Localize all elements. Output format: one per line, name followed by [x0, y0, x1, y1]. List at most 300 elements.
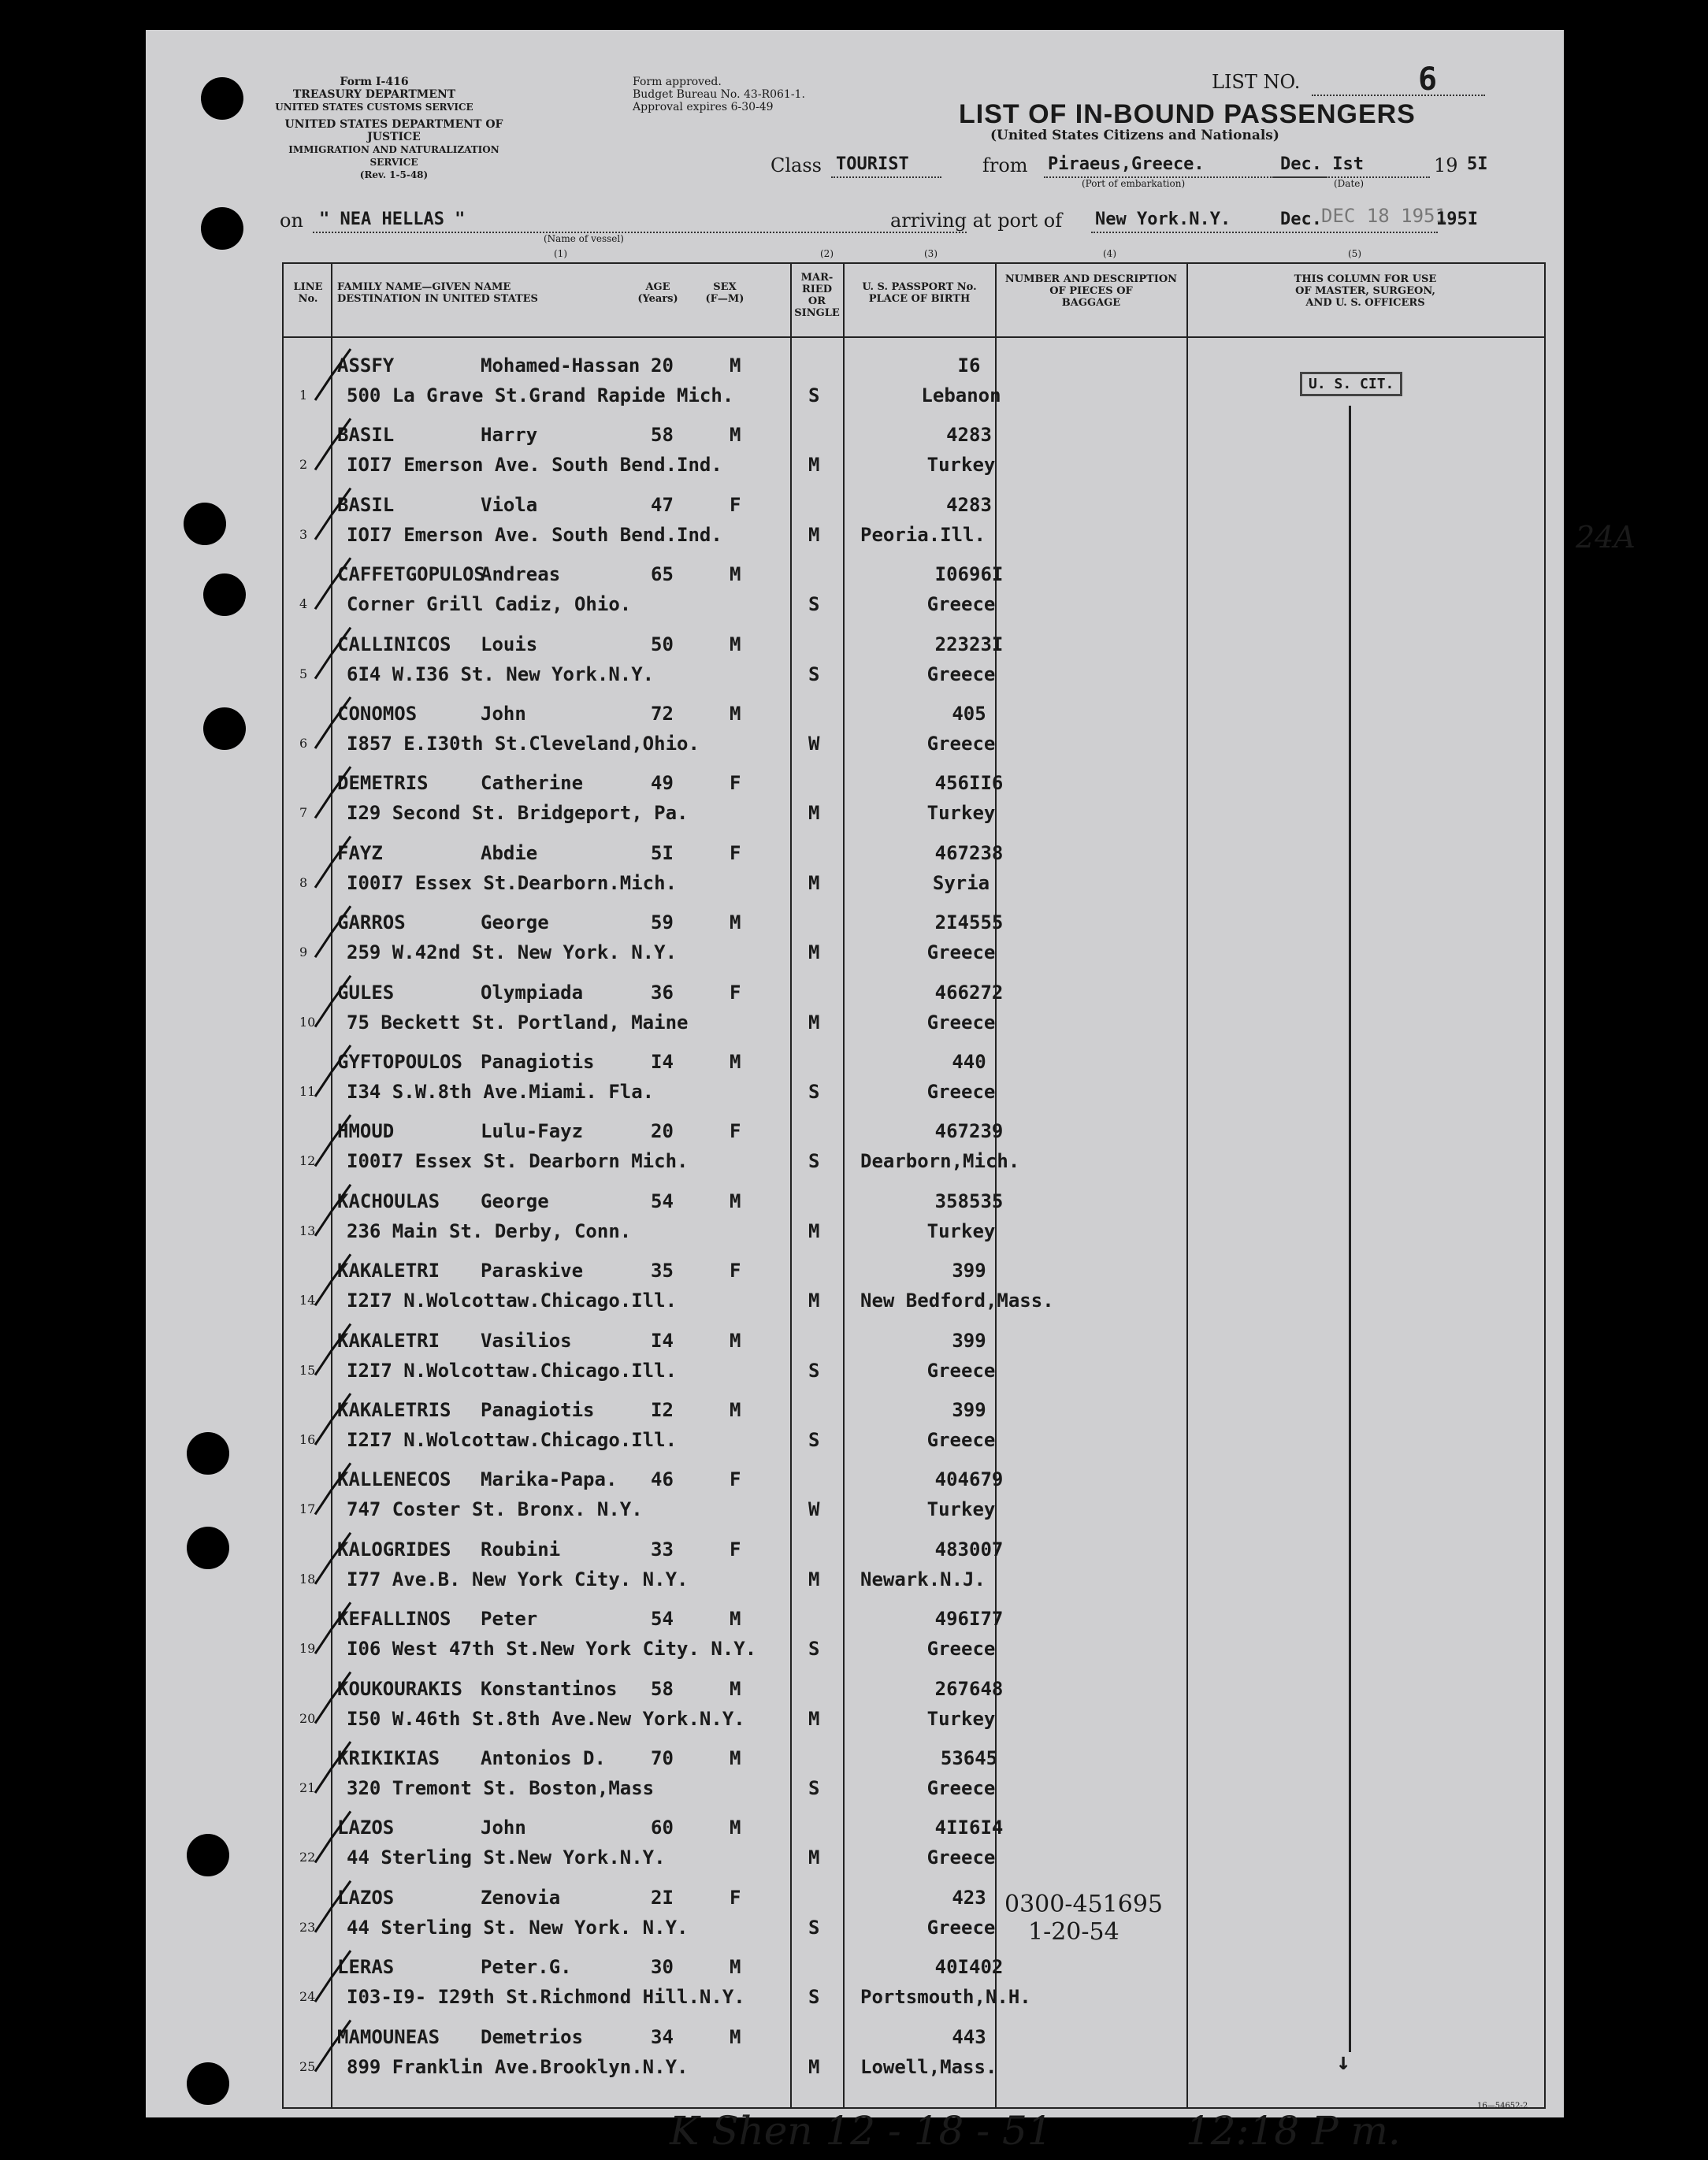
row-line-number: 11 [299, 1084, 316, 1099]
row-passport-no: 399 [952, 1329, 986, 1352]
row-age: 34 [651, 2025, 674, 2048]
row-surname: DEMETRIS [337, 772, 429, 795]
row-given-name: George [481, 911, 549, 934]
col-num-4: (4) [1103, 248, 1116, 259]
row-passport-no: 4II6I4 [934, 1817, 1004, 1839]
check-marks [146, 30, 1564, 2117]
row-sex: M [730, 1817, 741, 1839]
row-surname: ASSFY [337, 354, 395, 377]
row-place-of-birth: Turkey [926, 454, 996, 477]
row-line-number: 8 [299, 874, 308, 890]
row-passport-no: 53645 [940, 1747, 998, 1769]
treasury-dept: TREASURY DEPARTMENT [292, 88, 456, 101]
year-prefix: 19 [1434, 154, 1458, 176]
row-place-of-birth: Lowell,Mass. [860, 2055, 997, 2078]
row-given-name: Vasilios [481, 1329, 572, 1352]
row-line-number: 1 [299, 388, 308, 403]
year-suffix: 5I [1467, 154, 1488, 174]
row-passport-no: 267648 [934, 1677, 1004, 1700]
row-given-name: Lulu-Fayz [481, 1120, 584, 1143]
row-age: 70 [651, 1747, 674, 1769]
row-passport-no: 4283 [946, 424, 992, 447]
row-place-of-birth: Greece [926, 941, 996, 964]
row-passport-no: 423 [952, 1886, 986, 1909]
arrival-year: 195I [1436, 210, 1478, 229]
row-place-of-birth: Greece [926, 593, 996, 616]
budget-bureau: Budget Bureau No. 43-R061-1. [633, 88, 805, 101]
row-place-of-birth: Turkey [926, 1219, 996, 1242]
row-place-of-birth: Turkey [926, 1498, 996, 1521]
row-line-number: 5 [299, 666, 308, 681]
check-mark [315, 697, 351, 748]
row-place-of-birth: Syria [932, 871, 990, 894]
row-line-number: 9 [299, 945, 308, 960]
row-passport-no: 358535 [934, 1189, 1004, 1212]
date-caption: (Date) [1334, 178, 1365, 189]
row-marital-status: S [808, 1916, 820, 1939]
row-line-number: 21 [299, 1780, 316, 1795]
row-line-number: 19 [299, 1641, 316, 1657]
row-age: 50 [651, 633, 674, 655]
row-given-name: Paraskive [481, 1260, 584, 1282]
row-destination: I34 S.W.8th Ave.Miami. Fla. [347, 1081, 655, 1103]
row-age: 58 [651, 1677, 674, 1700]
row-given-name: Roubini [481, 1538, 561, 1561]
row-destination: I2I7 N.Wolcottaw.Chicago.Ill. [347, 1290, 678, 1312]
row-sex: M [730, 1329, 741, 1352]
row-age: 65 [651, 563, 674, 586]
check-mark [315, 1394, 351, 1445]
check-mark [315, 906, 351, 957]
revision: (Rev. 1-5-48) [359, 169, 429, 180]
row-line-number: 3 [299, 526, 308, 542]
row-marital-status: M [808, 1011, 820, 1034]
row-age: 54 [651, 1608, 674, 1631]
row-sex: M [730, 911, 741, 934]
row-passport-no: 399 [952, 1260, 986, 1282]
col-head-line: LINE No. [293, 281, 323, 305]
row-sex: M [730, 1747, 741, 1769]
row-destination: 259 W.42nd St. New York. N.Y. [347, 941, 678, 964]
row-given-name: Catherine [481, 772, 584, 795]
arrival-date-stamp: DEC 18 1951 [1321, 205, 1446, 227]
row-marital-status: M [808, 941, 820, 964]
col-head-passport: U. S. PASSPORT No. PLACE OF BIRTH [862, 281, 977, 305]
check-mark [315, 628, 351, 679]
date-value: Dec. Ist [1280, 154, 1364, 174]
row-given-name: Demetrios [481, 2025, 584, 2048]
row-surname: LERAS [337, 1956, 395, 1979]
vessel-name: " NEA HELLAS " [319, 210, 466, 229]
row-line-number: 17 [299, 1501, 316, 1517]
row-surname: KAKALETRI [337, 1329, 440, 1352]
arrival-date: Dec. [1280, 210, 1322, 229]
row-given-name: Peter [481, 1608, 538, 1631]
row-given-name: Harry [481, 424, 538, 447]
row-marital-status: M [808, 454, 820, 477]
row-passport-no: 2I4555 [934, 911, 1004, 934]
row-surname: KEFALLINOS [337, 1608, 451, 1631]
page-title: LIST OF IN-BOUND PASSENGERS [959, 99, 1416, 129]
row-place-of-birth: Dearborn,Mich. [860, 1150, 1020, 1173]
row-marital-status: S [808, 384, 820, 406]
row-passport-no: 496I77 [934, 1608, 1004, 1631]
row-age: 36 [651, 981, 674, 1004]
row-sex: M [730, 354, 741, 377]
check-mark [315, 1045, 351, 1097]
row-line-number: 16 [299, 1432, 316, 1447]
check-mark [315, 1672, 351, 1724]
row-place-of-birth: Greece [926, 1081, 996, 1103]
check-mark [315, 1742, 351, 1793]
row-sex: F [730, 1120, 741, 1143]
arriving-label: arriving at port of [890, 210, 1063, 232]
row-sex: F [730, 1468, 741, 1491]
row-surname: LAZOS [337, 1886, 395, 1909]
row-passport-no: 466272 [934, 981, 1004, 1004]
row-marital-status: M [808, 1219, 820, 1242]
check-mark [315, 558, 351, 609]
row-destination: I00I7 Essex St.Dearborn.Mich. [347, 871, 678, 894]
row-passport-no: 456II6 [934, 772, 1004, 795]
row-given-name: Olympiada [481, 981, 584, 1004]
row-sex: F [730, 1260, 741, 1282]
row-marital-status: M [808, 871, 820, 894]
col-num-3: (3) [924, 248, 938, 259]
row-destination: I00I7 Essex St. Dearborn Mich. [347, 1150, 689, 1173]
row-sex: F [730, 981, 741, 1004]
row-age: 60 [651, 1817, 674, 1839]
row-sex: M [730, 1677, 741, 1700]
row-place-of-birth: Greece [926, 1916, 996, 1939]
row-age: 30 [651, 1956, 674, 1979]
row-age: 59 [651, 911, 674, 934]
check-mark [315, 1463, 351, 1514]
row-sex: M [730, 633, 741, 655]
row-marital-status: S [808, 1429, 820, 1451]
row-given-name: Viola [481, 493, 538, 516]
row-marital-status: M [808, 2055, 820, 2078]
row-destination: I857 E.I30th St.Cleveland,Ohio. [347, 733, 700, 755]
row-given-name: Zenovia [481, 1886, 561, 1909]
check-mark [315, 418, 351, 469]
check-mark [315, 766, 351, 818]
row-given-name: Mohamed-Hassan [481, 354, 640, 377]
row-age: 20 [651, 354, 674, 377]
signed-time: 12:18 P m. [1186, 2108, 1401, 2154]
row-line-number: 24 [299, 1989, 316, 2005]
col-head-name: FAMILY NAME—GIVEN NAME DESTINATION IN UNITED STATES [337, 281, 538, 305]
row-given-name: Andreas [481, 563, 561, 586]
row-given-name: George [481, 1189, 549, 1212]
col-head-married: MAR- RIED OR SINGLE [794, 272, 840, 319]
row-destination: 236 Main St. Derby, Conn. [347, 1219, 632, 1242]
row-marital-status: W [808, 733, 820, 755]
row-marital-status: S [808, 1777, 820, 1799]
row-line-number: 20 [299, 1710, 316, 1726]
row-age: I4 [651, 1051, 674, 1073]
check-mark [315, 837, 351, 888]
row-surname: KAKALETRIS [337, 1399, 451, 1421]
form-approved: Form approved. [633, 76, 722, 88]
list-no-value: 6 [1418, 61, 1438, 98]
row-place-of-birth: Greece [926, 1011, 996, 1034]
note-ref-2: 1-20-54 [1028, 1918, 1119, 1946]
check-mark [315, 1950, 351, 2002]
class-label: Class [770, 154, 822, 176]
row-line-number: 12 [299, 1153, 316, 1169]
row-place-of-birth: New Bedford,Mass. [860, 1290, 1054, 1312]
row-sex: M [730, 563, 741, 586]
row-surname: KAKALETRI [337, 1260, 440, 1282]
check-mark [315, 1881, 351, 1932]
row-surname: FAYZ [337, 841, 383, 864]
row-destination: I2I7 N.Wolcottaw.Chicago.Ill. [347, 1429, 678, 1451]
citizen-stamp: U. S. CIT. [1300, 372, 1402, 396]
row-destination: Corner Grill Cadiz, Ohio. [347, 593, 632, 616]
row-place-of-birth: Greece [926, 1638, 996, 1661]
col-num-1: (1) [554, 248, 567, 259]
col-num-5: (5) [1348, 248, 1361, 259]
row-passport-no: 22323I [934, 633, 1004, 655]
row-surname: HMOUD [337, 1120, 395, 1143]
row-sex: M [730, 2025, 741, 2048]
row-given-name: Marika-Papa. [481, 1468, 618, 1491]
row-place-of-birth: Newark.N.J. [860, 1568, 986, 1590]
row-destination: I06 West 47th St.New York City. N.Y. [347, 1638, 757, 1661]
row-destination: I29 Second St. Bridgeport, Pa. [347, 802, 689, 825]
row-sex: F [730, 1886, 741, 1909]
row-sex: M [730, 1608, 741, 1631]
check-mark [315, 976, 351, 1027]
row-passport-no: 4283 [946, 493, 992, 516]
row-sex: M [730, 1956, 741, 1979]
row-age: 33 [651, 1538, 674, 1561]
row-marital-status: S [808, 1081, 820, 1103]
row-line-number: 22 [299, 1850, 316, 1865]
row-line-number: 10 [299, 1014, 316, 1030]
row-place-of-birth: Greece [926, 1359, 996, 1382]
signature: K Shen 12 - 18 - 51 [670, 2108, 1053, 2154]
row-age: 72 [651, 703, 674, 725]
row-age: I2 [651, 1399, 674, 1421]
row-marital-status: S [808, 1986, 820, 2009]
row-given-name: John [481, 703, 526, 725]
row-given-name: Peter.G. [481, 1956, 572, 1979]
row-given-name: Konstantinos [481, 1677, 618, 1700]
row-age: 2I [651, 1886, 674, 1909]
row-place-of-birth: Portsmouth,N.H. [860, 1986, 1031, 2009]
row-destination: 6I4 W.I36 St. New York.N.Y. [347, 662, 655, 685]
row-marital-status: S [808, 1638, 820, 1661]
row-line-number: 4 [299, 596, 308, 612]
row-passport-no: 404679 [934, 1468, 1004, 1491]
row-line-number: 2 [299, 457, 308, 473]
row-surname: KRIKIKIAS [337, 1747, 440, 1769]
row-place-of-birth: Greece [926, 1429, 996, 1451]
row-destination: 75 Beckett St. Portland, Maine [347, 1011, 689, 1034]
check-mark [315, 1185, 351, 1236]
row-age: 20 [651, 1120, 674, 1143]
list-no-label: LIST NO. [1212, 71, 1301, 93]
row-surname: MAMOUNEAS [337, 2025, 440, 2048]
row-marital-status: W [808, 1498, 820, 1521]
row-place-of-birth: Greece [926, 1777, 996, 1799]
row-marital-status: M [808, 802, 820, 825]
row-age: 58 [651, 424, 674, 447]
vessel-caption: (Name of vessel) [544, 233, 624, 244]
row-given-name: Abdie [481, 841, 538, 864]
row-age: 49 [651, 772, 674, 795]
row-surname: LAZOS [337, 1817, 395, 1839]
row-sex: M [730, 1051, 741, 1073]
row-age: 35 [651, 1260, 674, 1282]
row-passport-no: 483007 [934, 1538, 1004, 1561]
from-value: Piraeus,Greece. [1048, 154, 1205, 174]
col-num-2: (2) [820, 248, 834, 259]
row-passport-no: I0696I [934, 563, 1004, 586]
row-passport-no: 467239 [934, 1120, 1004, 1143]
row-given-name: Panagiotis [481, 1051, 595, 1073]
row-destination: 500 La Grave St.Grand Rapide Mich. [347, 384, 734, 406]
row-marital-status: M [808, 523, 820, 546]
row-surname: KACHOULAS [337, 1189, 440, 1212]
row-surname: KALLENECOS [337, 1468, 451, 1491]
row-age: 5I [651, 841, 674, 864]
check-mark [315, 1324, 351, 1375]
row-marital-status: M [808, 1707, 820, 1730]
row-destination: IOI7 Emerson Ave. South Bend.Ind. [347, 523, 722, 546]
row-given-name: Panagiotis [481, 1399, 595, 1421]
check-mark [315, 1811, 351, 1862]
row-surname: CONOMOS [337, 703, 418, 725]
row-line-number: 15 [299, 1362, 316, 1378]
col-head-officers: THIS COLUMN FOR USE OF MASTER, SURGEON, AND U. S. OFFICERS [1294, 273, 1437, 309]
row-passport-no: 405 [952, 703, 986, 725]
row-passport-no: 467238 [934, 841, 1004, 864]
form-number: Form I-416 [340, 76, 409, 88]
row-surname: GYFTOPOULOS [337, 1051, 462, 1073]
row-destination: I2I7 N.Wolcottaw.Chicago.Ill. [347, 1359, 678, 1382]
port-caption: (Port of embarkation) [1082, 178, 1186, 189]
row-place-of-birth: Turkey [926, 1707, 996, 1730]
row-destination: 899 Franklin Ave.Brooklyn.N.Y. [347, 2055, 689, 2078]
row-place-of-birth: Peoria.Ill. [860, 523, 986, 546]
row-passport-no: 440 [952, 1051, 986, 1073]
note-ref-1: 0300-451695 [1004, 1891, 1164, 1918]
row-line-number: 23 [299, 1919, 316, 1935]
officer-arrow-head: ↓ [1336, 2048, 1351, 2076]
row-sex: M [730, 1399, 741, 1421]
row-surname: GULES [337, 981, 395, 1004]
row-line-number: 6 [299, 736, 308, 751]
row-marital-status: S [808, 1150, 820, 1173]
check-mark [315, 2021, 351, 2072]
row-age: 47 [651, 493, 674, 516]
row-destination: 747 Coster St. Bronx. N.Y. [347, 1498, 643, 1521]
row-marital-status: M [808, 1846, 820, 1869]
manifest-page [146, 30, 1636, 2154]
row-destination: 320 Tremont St. Boston,Mass [347, 1777, 655, 1799]
on-label: on [280, 210, 303, 232]
col-head-age: AGE (Years) [637, 281, 678, 305]
row-line-number: 25 [299, 2058, 316, 2074]
justice-dept: UNITED STATES DEPARTMENT OF JUSTICE [284, 118, 503, 143]
row-given-name: Antonios D. [481, 1747, 606, 1769]
page-subtitle: (United States Citizens and Nationals) [990, 128, 1279, 143]
row-marital-status: M [808, 1568, 820, 1590]
row-place-of-birth: Greece [926, 733, 996, 755]
row-age: I4 [651, 1329, 674, 1352]
row-sex: M [730, 703, 741, 725]
row-sex: M [730, 1189, 741, 1212]
row-marital-status: S [808, 593, 820, 616]
check-mark [315, 1115, 351, 1166]
check-mark [315, 488, 351, 540]
from-label: from [982, 154, 1028, 176]
approval-expires: Approval expires 6-30-49 [633, 101, 774, 113]
arrival-port: New York.N.Y. [1095, 210, 1231, 229]
row-line-number: 14 [299, 1293, 316, 1308]
row-surname: BASIL [337, 424, 395, 447]
page-code: 16—54652-2 [1477, 2102, 1528, 2110]
row-age: 46 [651, 1468, 674, 1491]
col-head-sex: SEX (F—M) [705, 281, 744, 305]
row-passport-no: I6 [957, 354, 981, 377]
row-place-of-birth: Turkey [926, 802, 996, 825]
class-value: TOURIST [836, 154, 909, 174]
row-marital-status: M [808, 1290, 820, 1312]
row-sex: F [730, 841, 741, 864]
row-destination: I50 W.46th St.8th Ave.New York.N.Y. [347, 1707, 745, 1730]
note-24a: 24A [1576, 520, 1636, 555]
check-mark [315, 1254, 351, 1305]
customs-service: UNITED STATES CUSTOMS SERVICE [275, 102, 473, 113]
check-mark [315, 349, 351, 400]
row-place-of-birth: Greece [926, 1846, 996, 1869]
row-surname: KALOGRIDES [337, 1538, 451, 1561]
row-sex: F [730, 1538, 741, 1561]
row-surname: BASIL [337, 493, 395, 516]
row-passport-no: 399 [952, 1399, 986, 1421]
row-destination: I77 Ave.B. New York City. N.Y. [347, 1568, 689, 1590]
row-destination: IOI7 Emerson Ave. South Bend.Ind. [347, 454, 722, 477]
row-destination: 44 Sterling St.New York.N.Y. [347, 1846, 666, 1869]
row-line-number: 18 [299, 1571, 316, 1587]
row-place-of-birth: Greece [926, 662, 996, 685]
row-destination: I03-I9- I29th St.Richmond Hill.N.Y. [347, 1986, 745, 2009]
row-place-of-birth: Lebanon [921, 384, 1001, 406]
row-destination: 44 Sterling St. New York. N.Y. [347, 1916, 689, 1939]
row-passport-no: 443 [952, 2025, 986, 2048]
ins-service: IMMIGRATION AND NATURALIZATION SERVICE [288, 144, 499, 168]
row-sex: F [730, 493, 741, 516]
row-marital-status: S [808, 1359, 820, 1382]
row-line-number: 13 [299, 1223, 316, 1238]
check-mark [315, 1533, 351, 1584]
row-given-name: Louis [481, 633, 538, 655]
check-mark [315, 1602, 351, 1653]
row-surname: CALLINICOS [337, 633, 451, 655]
row-marital-status: S [808, 662, 820, 685]
row-sex: M [730, 424, 741, 447]
col-head-baggage: NUMBER AND DESCRIPTION OF PIECES OF BAGGAGE [1004, 273, 1178, 309]
row-age: 54 [651, 1189, 674, 1212]
row-surname: KOUKOURAKIS [337, 1677, 462, 1700]
row-passport-no: 40I402 [934, 1956, 1004, 1979]
row-surname: CAFFETGOPULOS [337, 563, 485, 586]
row-sex: F [730, 772, 741, 795]
